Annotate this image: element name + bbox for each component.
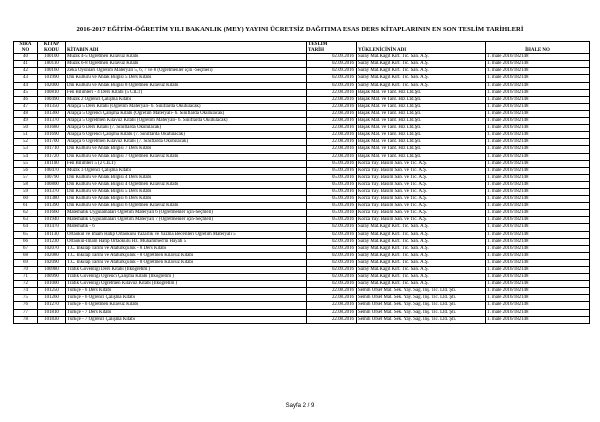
- cell-ihale: 1. ihale 2016/182148: [486, 146, 590, 153]
- cell-yuklenici: Saray Mat.Kağıt Kırt. Tic. San. A.Ş.: [357, 274, 486, 281]
- table-row: [14, 274, 590, 281]
- cell-ihale: 1. ihale 2016/182148: [486, 196, 590, 203]
- cell-tarih: 02.09.2016: [307, 274, 357, 281]
- cell-kod: 100100: [38, 54, 66, 61]
- cell-tarih: 02.09.2016: [307, 245, 357, 252]
- cell-ihale: 1. ihale 2016/182148: [486, 174, 590, 181]
- table-row: [14, 125, 590, 132]
- cell-sira: 40: [14, 54, 38, 61]
- cell-ihale: 1. ihale 2016/182148: [486, 259, 590, 266]
- cell-yuklenici: Semih Ofset Mat. Sek. Yay. Sağ. İnş. Tic. Ltd. Şti.: [357, 295, 486, 302]
- cell-ihale: 1. ihale 2016/182148: [486, 118, 590, 125]
- cell-kod: 101990: [38, 75, 66, 82]
- cell-kod: 101360: [38, 110, 66, 117]
- table-row: [14, 259, 590, 266]
- cell-yuklenici: Saray Mat.Kağıt Kırt. Tic. San. A.Ş.: [357, 231, 486, 238]
- cell-yuklenici: Korza Yay. Basım San. ve Tic. A.Ş.: [357, 167, 486, 174]
- cell-kitap-adi: Türkçe - 6 Öğrenci Çalışma Kitabı: [66, 295, 307, 302]
- cell-sira: 77: [14, 309, 38, 316]
- cell-kitap-adi: Trafik Güvenliği Ders Kitabı (İlköğretim ): [66, 267, 307, 274]
- cell-kitap-adi: Müzik 4-5 Öğretmen Kılavuz Kitabı: [66, 54, 307, 61]
- cell-kod: 101370: [38, 118, 66, 125]
- cell-kod: 101830: [38, 316, 66, 323]
- cell-sira: 68: [14, 252, 38, 259]
- cell-yuklenici: Korza Yay. Basım San. ve Tic. A.Ş.: [357, 188, 486, 195]
- cell-kitap-adi: T.C. İnkılâp Tarihi ve Atatürkçülük - 8 Ders Kitabı: [66, 245, 307, 252]
- cell-sira: 72: [14, 281, 38, 288]
- table-row: [14, 146, 590, 153]
- cell-ihale: 1. ihale 2016/182148: [486, 68, 590, 75]
- cell-kitap-adi: Arapça 5 Ders Kitabı (Öğretim Materyali- 6. Sınıflarda Okutulacak): [66, 103, 307, 110]
- table-row: [14, 96, 590, 103]
- cell-yuklenici: Saray Mat.Kağıt Kırt. Tic. San. A.Ş.: [357, 252, 486, 259]
- cell-kod: 100110: [38, 61, 66, 68]
- cell-kod: 100160: [38, 68, 66, 75]
- cell-sira: 58: [14, 181, 38, 188]
- cell-kitap-adi: Ortaokul ve İmam Hatip Ortaokulu Yazarlık ve Yazma Becerileri Öğretim Materyali 5: [66, 231, 307, 238]
- table-row: [14, 309, 590, 316]
- cell-yuklenici: Saray Mat.Kağıt Kırt. Tic. San. A.Ş.: [357, 68, 486, 75]
- cell-yuklenici: Başak Mat. ve Tant. Hiz Ltd.Şti.: [357, 139, 486, 146]
- cell-ihale: 1. ihale 2016/182148: [486, 238, 590, 245]
- cell-tarih: 22.08.2016: [307, 295, 357, 302]
- cell-ihale: 1. ihale 2016/182148: [486, 231, 590, 238]
- cell-ihale: 1. ihale 2016/182148: [486, 274, 590, 281]
- cell-tarih: 02.09.2016: [307, 75, 357, 82]
- cell-tarih: 05.09.2016: [307, 160, 357, 167]
- cell-sira: 69: [14, 259, 38, 266]
- cell-sira: 74: [14, 288, 38, 295]
- cell-yuklenici: Saray Mat.Kağıt Kırt. Tic. San. A.Ş.: [357, 61, 486, 68]
- cell-kitap-adi: Trafik Güvenliği Öğretmen Kılavuz Kitabı (İlköğretim ): [66, 281, 307, 288]
- cell-kod: 100470: [38, 167, 66, 174]
- cell-yuklenici: Semih Ofset Mat. Sek. Yay. Sağ. İnş. Tic. Ltd. Şti.: [357, 309, 486, 316]
- cell-kod: 102070: [38, 245, 66, 252]
- table-row: [14, 231, 590, 238]
- table-row: [14, 224, 590, 231]
- cell-sira: 67: [14, 245, 38, 252]
- cell-sira: 49: [14, 118, 38, 125]
- table-row: [14, 82, 590, 89]
- cell-tarih: 22.08.2016: [307, 118, 357, 125]
- cell-tarih: 22.08.2016: [307, 153, 357, 160]
- table-header-row: [14, 42, 590, 54]
- cell-yuklenici: Başak Mat. ve Tant. Hiz Ltd.Şti.: [357, 96, 486, 103]
- cell-kod: 101350: [38, 103, 66, 110]
- cell-sira: 66: [14, 238, 38, 245]
- cell-sira: 52: [14, 139, 38, 146]
- cell-sira: 78: [14, 316, 38, 323]
- cell-kitap-adi: Arapça 6 Ders Kitabı (7. Sınıflarda Okutulacak): [66, 125, 307, 132]
- cell-kod: 101720: [38, 153, 66, 160]
- table-row: [14, 302, 590, 309]
- cell-kod: 100800: [38, 181, 66, 188]
- cell-kitap-adi: Din Kültürü ve Ahlak Bilgisi 5 Ders Kitabı: [66, 75, 307, 82]
- cell-ihale: 1. ihale 2016/182148: [486, 281, 590, 288]
- page-footer: Sayfa 2 / 9: [285, 403, 315, 409]
- cell-sira: 53: [14, 146, 38, 153]
- cell-kitap-adi: Fen Bilimleri - 4 Ders Kitabı (5 CİLT): [66, 89, 307, 96]
- cell-sira: 55: [14, 160, 38, 167]
- cell-yuklenici: Başak Mat. ve Tant. Hiz Ltd.Şti.: [357, 153, 486, 160]
- cell-sira: 56: [14, 167, 38, 174]
- cell-kod: 101660: [38, 210, 66, 217]
- cell-kitap-adi: Arapça 6 Öğrenci Çalışma Kitabı (7. Sınıflarda Okutulacak): [66, 132, 307, 139]
- table-row: [14, 160, 590, 167]
- cell-sira: 62: [14, 210, 38, 217]
- cell-yuklenici: Saray Mat.Kağıt Kırt. Tic. San. A.Ş.: [357, 75, 486, 82]
- cell-tarih: 22.08.2016: [307, 139, 357, 146]
- table-row: [14, 203, 590, 210]
- cell-tarih: 22.08.2016: [307, 132, 357, 139]
- cell-sira: 65: [14, 231, 38, 238]
- cell-sira: 60: [14, 196, 38, 203]
- cell-sira: 71: [14, 274, 38, 281]
- cell-ihale: 1. ihale 2016/182148: [486, 153, 590, 160]
- cell-sira: 70: [14, 267, 38, 274]
- cell-ihale: 1. ihale 2016/182148: [486, 54, 590, 61]
- cell-kitap-adi: Arapça 5 Öğrenci Çalışma Kitabı (Öğretim Materyali- 6. Sınıflarda Okutulacak): [66, 110, 307, 117]
- cell-kod: 102090: [38, 259, 66, 266]
- cell-yuklenici: Korza Yay. Basım San. ve Tic. A.Ş.: [357, 196, 486, 203]
- cell-sira: 63: [14, 217, 38, 224]
- cell-yuklenici: Başak Mat. ve Tant. Hiz Ltd.Şti.: [357, 110, 486, 117]
- table-row: [14, 267, 590, 274]
- cell-yuklenici: Başak Mat. ve Tant. Hiz Ltd.Şti.: [357, 125, 486, 132]
- header-ihale: İHALE NO: [486, 42, 590, 54]
- cell-kod: 102080: [38, 252, 66, 259]
- cell-ihale: 1. ihale 2016/182148: [486, 139, 590, 146]
- cell-kod: 101940: [38, 217, 66, 224]
- cell-kitap-adi: Din Kültürü ve Ahlak Bilgisi 6 Öğretmen Kılavuz Kitabı: [66, 203, 307, 210]
- cell-tarih: 05.09.2016: [307, 181, 357, 188]
- cell-kitap-adi: T.C. İnkılâp Tarihi ve Atatürkçülük - 8 Öğretmen Kılavuz Kitabı: [66, 252, 307, 259]
- cell-kod: 101680: [38, 125, 66, 132]
- table-row: [14, 252, 590, 259]
- header-yuklenici: YÜKLENİCİNİN ADI: [357, 42, 486, 54]
- cell-tarih: 22.08.2016: [307, 146, 357, 153]
- cell-tarih: 02.09.2016: [307, 224, 357, 231]
- cell-tarih: 02.09.2016: [307, 82, 357, 89]
- cell-ihale: 1. ihale 2016/182148: [486, 210, 590, 217]
- cell-kitap-adi: T.C. İnkılâp Tarihi ve Atatürkçülük - 8 Öğretmen Kılavuz Kitabı: [66, 259, 307, 266]
- cell-kod: 101260: [38, 295, 66, 302]
- table-row: [14, 139, 590, 146]
- table-row: [14, 110, 590, 117]
- cell-yuklenici: Saray Mat.Kağıt Kırt. Tic. San. A.Ş.: [357, 54, 486, 61]
- cell-sira: 51: [14, 132, 38, 139]
- cell-tarih: 22.08.2016: [307, 316, 357, 323]
- cell-yuklenici: Başak Mat. ve Tant. Hiz Ltd.Şti.: [357, 89, 486, 96]
- cell-ihale: 1. ihale 2016/182148: [486, 316, 590, 323]
- cell-kod: 101700: [38, 139, 66, 146]
- cell-ihale: 1. ihale 2016/182148: [486, 61, 590, 68]
- cell-kitap-adi: Arapça 5 Öğretmen Kılavuz Kitabı (Öğretim Materyali- 6. Sınıflarda Okutulacak): [66, 118, 307, 125]
- cell-ihale: 1. ihale 2016/182148: [486, 252, 590, 259]
- cell-kitap-adi: Din Kültürü ve Ahlak Bilgisi 4 Ders Kitabı: [66, 174, 307, 181]
- cell-kitap-adi: Din Kültürü ve Ahlak Bilgisi 5 Ders Kitabı: [66, 188, 307, 195]
- cell-yuklenici: Korza Yay. Basım San. ve Tic. A.Ş.: [357, 174, 486, 181]
- cell-ihale: 1. ihale 2016/182148: [486, 309, 590, 316]
- cell-kod: 101690: [38, 132, 66, 139]
- cell-yuklenici: Semih Ofset Mat. Sek. Yay. Sağ. İnş. Tic. Ltd. Şti.: [357, 288, 486, 295]
- cell-kitap-adi: Matematik Uygulamaları Öğretim Materyali 6 (Öğretmenler için-Seçmeli): [66, 210, 307, 217]
- cell-kod: 101810: [38, 309, 66, 316]
- cell-ihale: 1. ihale 2016/182148: [486, 302, 590, 309]
- cell-sira: 64: [14, 224, 38, 231]
- table-row: [14, 188, 590, 195]
- cell-sira: 75: [14, 295, 38, 302]
- cell-ihale: 1. ihale 2016/182148: [486, 295, 590, 302]
- cell-kod: 101230: [38, 238, 66, 245]
- header-tarih: TESLİM TARİH: [307, 42, 357, 54]
- cell-kitap-adi: Müzik 3 Öğrenci Çalışma Kitabı: [66, 167, 307, 174]
- cell-tarih: 22.08.2016: [307, 288, 357, 295]
- cell-ihale: 1. ihale 2016/182148: [486, 224, 590, 231]
- cell-tarih: 02.09.2016: [307, 281, 357, 288]
- cell-yuklenici: Saray Mat.Kağıt Kırt. Tic. San. A.Ş.: [357, 259, 486, 266]
- cell-kitap-adi: Ortaokul-İmam Hatip Ortaokulu Hz. Muhammed'in Hayatı 5: [66, 238, 307, 245]
- cell-tarih: 02.09.2016: [307, 267, 357, 274]
- cell-kod: 100990: [38, 274, 66, 281]
- cell-kitap-adi: Türkçe - 6 Öğretmen Kılavuz Kitabı: [66, 302, 307, 309]
- table-row: [14, 75, 590, 82]
- table-row: [14, 181, 590, 188]
- table-row: [14, 153, 590, 160]
- cell-kitap-adi: Türkçe - 6 Ders Kitabı: [66, 288, 307, 295]
- cell-kod: 100810: [38, 89, 66, 96]
- cell-kod: 101250: [38, 288, 66, 295]
- cell-tarih: 22.08.2016: [307, 96, 357, 103]
- cell-yuklenici: Saray Mat.Kağıt Kırt. Tic. San. A.Ş.: [357, 245, 486, 252]
- table-row: [14, 210, 590, 217]
- cell-sira: 46: [14, 96, 38, 103]
- cell-yuklenici: Korza Yay. Basım San. ve Tic. A.Ş.: [357, 210, 486, 217]
- cell-sira: 54: [14, 153, 38, 160]
- cell-kod: 100790: [38, 174, 66, 181]
- cell-tarih: 22.08.2016: [307, 302, 357, 309]
- cell-kitap-adi: Din Kültürü ve Ahlak Bilgisi 7 Öğretmen Kılavuz Kitabı: [66, 153, 307, 160]
- cell-kitap-adi: Trafik Güvenliği Öğrenci Çalışma Kitabı (İlköğretim ): [66, 274, 307, 281]
- cell-sira: 76: [14, 302, 38, 309]
- cell-kitap-adi: Türkçe - 7 Ders Kitabı: [66, 309, 307, 316]
- cell-ihale: 1. ihale 2016/182148: [486, 181, 590, 188]
- cell-tarih: 02.09.2016: [307, 68, 357, 75]
- table-row: [14, 288, 590, 295]
- cell-yuklenici: Semih Ofset Mat. Sek. Yay. Sağ. İnş. Tic. Ltd. Şti.: [357, 302, 486, 309]
- cell-sira: 43: [14, 75, 38, 82]
- table-row: [14, 295, 590, 302]
- cell-yuklenici: Semih Ofset Mat. Sek. Yay. Sağ. İnş. Tic. Ltd. Şti.: [357, 316, 486, 323]
- cell-tarih: 22.08.2016: [307, 309, 357, 316]
- cell-kitap-adi: Fen Bilimleri 5 (2 CİLT): [66, 160, 307, 167]
- table-row: [14, 103, 590, 110]
- cell-tarih: 05.09.2016: [307, 203, 357, 210]
- cell-ihale: 1. ihale 2016/182148: [486, 75, 590, 82]
- cell-tarih: 05.09.2016: [307, 167, 357, 174]
- cell-ihale: 1. ihale 2016/182148: [486, 167, 590, 174]
- table-row: [14, 217, 590, 224]
- cell-tarih: 05.09.2016: [307, 196, 357, 203]
- cell-kod: 102000: [38, 82, 66, 89]
- cell-yuklenici: Korza Yay. Basım San. ve Tic. A.Ş.: [357, 160, 486, 167]
- cell-ihale: 1. ihale 2016/182148: [486, 267, 590, 274]
- table-row: [14, 61, 590, 68]
- cell-kitap-adi: Matematik Uygulamaları Öğretim Materyali 7 (Öğretmenler için-Seçmeli): [66, 217, 307, 224]
- cell-ihale: 1. ihale 2016/182148: [486, 160, 590, 167]
- cell-sira: 61: [14, 203, 38, 210]
- cell-tarih: 22.08.2016: [307, 89, 357, 96]
- cell-yuklenici: Korza Yay. Basım San. ve Tic. A.Ş.: [357, 217, 486, 224]
- cell-ihale: 1. ihale 2016/182148: [486, 89, 590, 96]
- cell-kitap-adi: Zeka Oyunları Öğretim Materyali 5, 6, 7 ve 8 (Öğretmenler için -Seçmeli): [66, 68, 307, 75]
- cell-yuklenici: Saray Mat.Kağıt Kırt. Tic. San. A.Ş.: [357, 281, 486, 288]
- cell-yuklenici: Başak Mat. ve Tant. Hiz Ltd.Şti.: [357, 103, 486, 110]
- table-row: [14, 316, 590, 323]
- cell-tarih: 05.09.2016: [307, 174, 357, 181]
- cell-kod: 101710: [38, 146, 66, 153]
- cell-tarih: 05.09.2016: [307, 188, 357, 195]
- cell-tarih: 02.09.2016: [307, 238, 357, 245]
- cell-kod: 101470: [38, 224, 66, 231]
- delivery-table: [13, 41, 590, 324]
- cell-yuklenici: Başak Mat. ve Tant. Hiz Ltd.Şti.: [357, 146, 486, 153]
- cell-kod: 101270: [38, 302, 66, 309]
- cell-yuklenici: Korza Yay. Basım San. ve Tic. A.Ş.: [357, 181, 486, 188]
- cell-yuklenici: Saray Mat.Kağıt Kırt. Tic. San. A.Ş.: [357, 82, 486, 89]
- table-row: [14, 245, 590, 252]
- table-row: [14, 167, 590, 174]
- cell-yuklenici: Korza Yay. Basım San. ve Tic. A.Ş.: [357, 203, 486, 210]
- cell-sira: 47: [14, 103, 38, 110]
- cell-yuklenici: Başak Mat. ve Tant. Hiz Ltd.Şti.: [357, 132, 486, 139]
- cell-sira: 50: [14, 125, 38, 132]
- cell-ihale: 1. ihale 2016/182148: [486, 203, 590, 210]
- cell-kitap-adi: Türkçe - 7 Öğrenci Çalışma Kitabı: [66, 316, 307, 323]
- cell-ihale: 1. ihale 2016/182148: [486, 217, 590, 224]
- header-adi: KİTABIN ADI: [66, 42, 307, 54]
- table-row: [14, 132, 590, 139]
- cell-yuklenici: Başak Mat. ve Tant. Hiz Ltd.Şti.: [357, 118, 486, 125]
- cell-kod: 100490: [38, 96, 66, 103]
- cell-kitap-adi: Müzik 6-8 Öğretmen Kılavuz Kitabı: [66, 61, 307, 68]
- cell-sira: 44: [14, 82, 38, 89]
- cell-kod: 101370: [38, 188, 66, 195]
- cell-sira: 45: [14, 89, 38, 96]
- cell-sira: 42: [14, 68, 38, 75]
- cell-kitap-adi: Din Kültürü ve Ahlak Bilgisi 7 Ders Kitabı: [66, 146, 307, 153]
- cell-kitap-adi: Matematik - 6: [66, 224, 307, 231]
- table-row: [14, 68, 590, 75]
- cell-kitap-adi: Din Kültürü ve Ahlak Bilgisi 6 Ders Kitabı: [66, 196, 307, 203]
- cell-ihale: 1. ihale 2016/182148: [486, 132, 590, 139]
- table-row: [14, 196, 590, 203]
- cell-kitap-adi: Din Kültürü ve Ahlak Bilgisi 8 Öğretmen Kılavuz Kitabı: [66, 82, 307, 89]
- cell-ihale: 1. ihale 2016/182148: [486, 188, 590, 195]
- page-title: 2016-2017 EĞİTİM-ÖĞRETİM YILI BAKANLIK (MEY) YAYINI ÜCRETSİZ DAĞITIMA ESAS DERS KİTAPLARININ EN SON TESLİM TARİHLERİ: [76, 26, 524, 33]
- table-row: [14, 89, 590, 96]
- cell-tarih: 02.09.2016: [307, 61, 357, 68]
- cell-sira: 59: [14, 188, 38, 195]
- cell-ihale: 1. ihale 2016/182148: [486, 288, 590, 295]
- table-row: [14, 174, 590, 181]
- cell-tarih: 02.09.2016: [307, 252, 357, 259]
- cell-tarih: 02.09.2016: [307, 54, 357, 61]
- table-row: [14, 54, 590, 61]
- table-row: [14, 238, 590, 245]
- cell-ihale: 1. ihale 2016/182148: [486, 125, 590, 132]
- cell-yuklenici: Saray Mat.Kağıt Kırt. Tic. San. A.Ş.: [357, 267, 486, 274]
- table-row: [14, 118, 590, 125]
- table-row: [14, 281, 590, 288]
- cell-sira: 48: [14, 110, 38, 117]
- cell-kod: 101380: [38, 196, 66, 203]
- cell-tarih: 05.09.2016: [307, 210, 357, 217]
- cell-tarih: 22.08.2016: [307, 110, 357, 117]
- cell-yuklenici: Saray Mat.Kağıt Kırt. Tic. San. A.Ş.: [357, 238, 486, 245]
- cell-kod: 101100: [38, 160, 66, 167]
- header-kod: KİTAP KODU: [38, 42, 66, 54]
- cell-ihale: 1. ihale 2016/182148: [486, 96, 590, 103]
- cell-kod: 101130: [38, 231, 66, 238]
- cell-kod: 100980: [38, 267, 66, 274]
- cell-kitap-adi: Müzik 2 Öğrenci Çalışma Kitabı: [66, 96, 307, 103]
- cell-ihale: 1. ihale 2016/182148: [486, 110, 590, 117]
- cell-kitap-adi: Arapça 6 Öğretmen Kılavuz Kitabı (7. Sınıflarda Okutulacak): [66, 139, 307, 146]
- cell-ihale: 1. ihale 2016/182148: [486, 245, 590, 252]
- cell-sira: 41: [14, 61, 38, 68]
- cell-tarih: 05.09.2016: [307, 217, 357, 224]
- cell-ihale: 1. ihale 2016/182148: [486, 103, 590, 110]
- cell-kod: 101390: [38, 203, 66, 210]
- cell-tarih: 02.09.2016: [307, 231, 357, 238]
- cell-sira: 57: [14, 174, 38, 181]
- cell-kod: 101000: [38, 281, 66, 288]
- cell-kitap-adi: Din Kültürü ve Ahlak Bilgisi 4 Öğretmen Kılavuz Kitabı: [66, 181, 307, 188]
- cell-yuklenici: Saray Mat.Kağıt Kırt. Tic. San. A.Ş.: [357, 224, 486, 231]
- cell-tarih: 22.08.2016: [307, 103, 357, 110]
- header-sira: SIRA NO: [14, 42, 38, 54]
- cell-tarih: 22.08.2016: [307, 125, 357, 132]
- cell-ihale: 1. ihale 2016/182148: [486, 82, 590, 89]
- cell-tarih: 02.09.2016: [307, 259, 357, 266]
